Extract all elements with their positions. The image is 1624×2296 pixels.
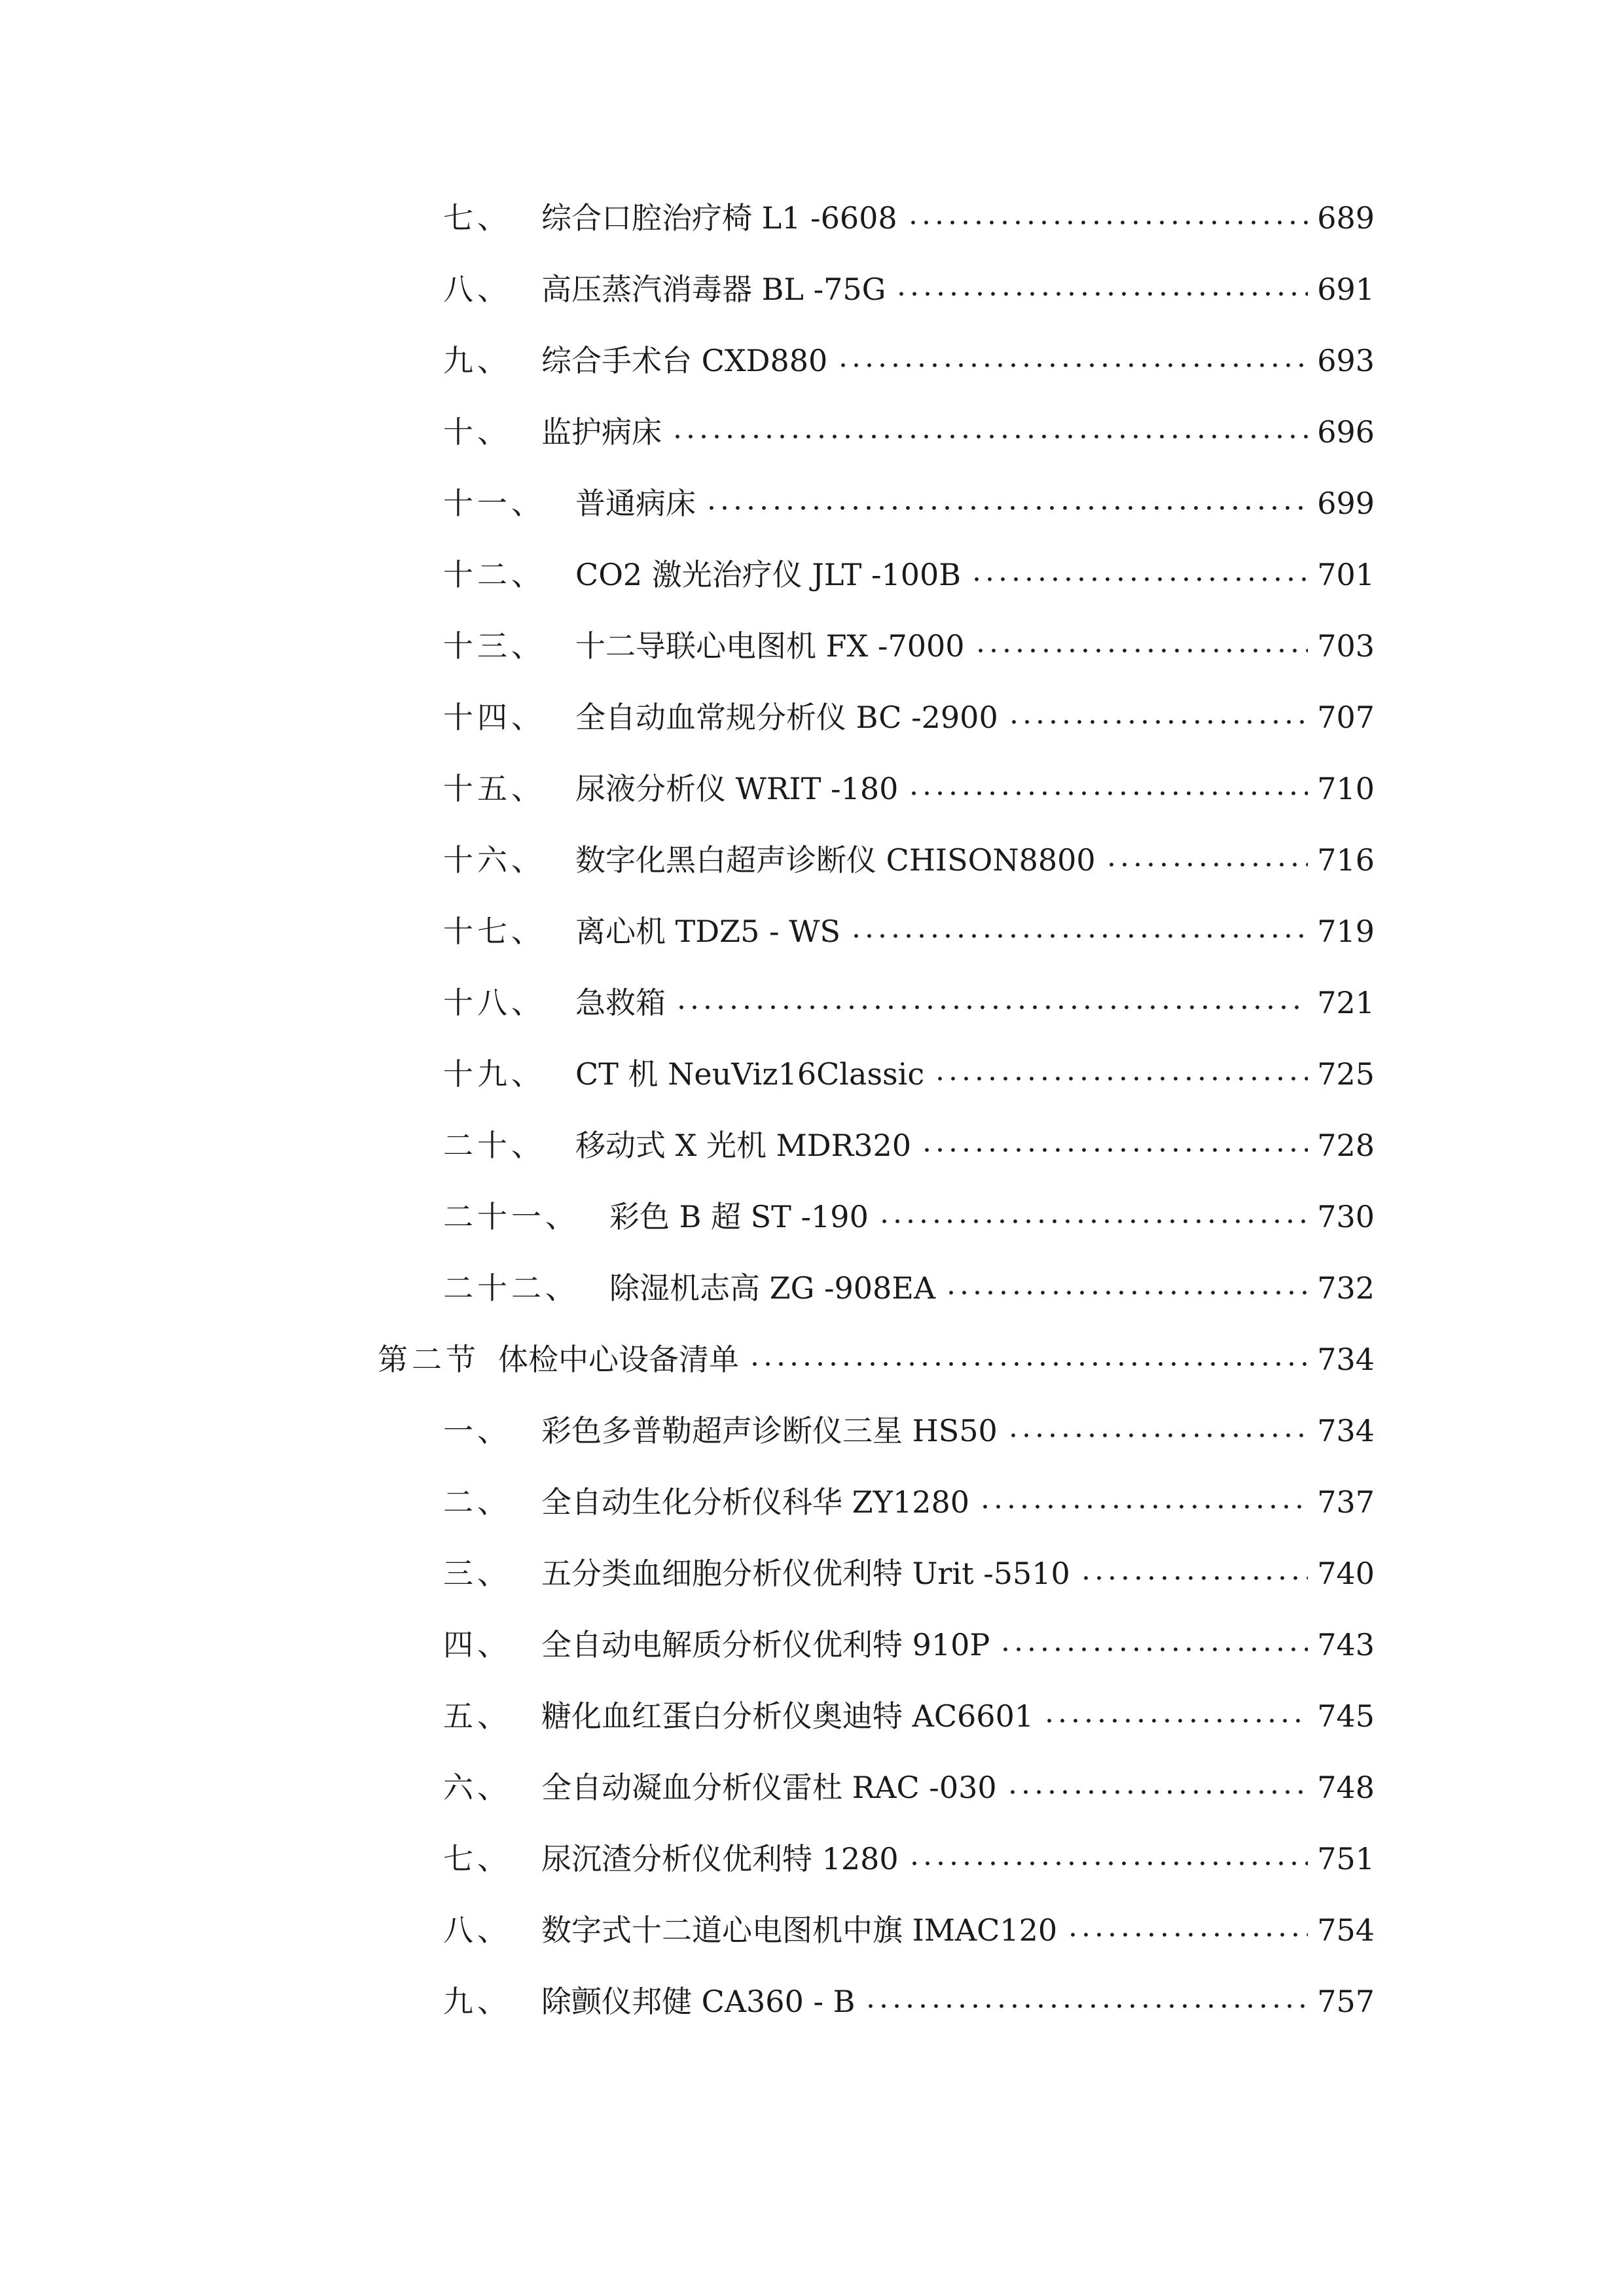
entry-page-number: 730	[1317, 1199, 1375, 1234]
dot-leader	[907, 219, 1308, 226]
toc-entry[interactable]	[443, 338, 1375, 384]
entry-page-number: 745	[1317, 1698, 1375, 1734]
toc-entry[interactable]	[443, 1122, 1375, 1168]
toc-entry[interactable]	[443, 552, 1375, 598]
entry-title: 尿液分析仪 WRIT -180	[575, 771, 899, 806]
entry-page-number: 743	[1317, 1627, 1375, 1662]
entry-title: 五分类血细胞分析仪优利特 Urit -5510	[541, 1556, 1070, 1591]
entry-title: CO2 激光治疗仪 JLT -100B	[575, 557, 962, 592]
entry-number: 九、	[443, 1984, 511, 2019]
entry-page-number: 696	[1317, 414, 1375, 450]
toc-entry[interactable]	[443, 1907, 1375, 1953]
dot-leader	[748, 1361, 1308, 1367]
entry-page-number: 734	[1317, 1413, 1375, 1448]
entry-number: 十五、	[443, 771, 545, 806]
dot-leader	[908, 1860, 1308, 1867]
dot-leader	[1105, 861, 1308, 868]
dot-leader	[945, 1289, 1308, 1296]
dot-leader	[1006, 1789, 1308, 1795]
entry-page-number: 707	[1317, 700, 1375, 735]
dot-leader	[837, 362, 1308, 368]
toc-entry[interactable]	[443, 1765, 1375, 1810]
entry-number: 十一、	[443, 486, 545, 521]
toc-entry[interactable]	[443, 908, 1375, 954]
entry-title: 除颤仪邦健 CA360 - B	[541, 1984, 856, 2019]
entry-number: 二十、	[443, 1128, 545, 1163]
entry-page-number: 725	[1317, 1056, 1375, 1092]
entry-number: 二十一、	[443, 1199, 579, 1234]
dot-leader	[878, 1218, 1308, 1225]
dot-leader	[671, 433, 1308, 440]
entry-number: 九、	[443, 343, 511, 378]
entry-page-number: 701	[1317, 557, 1375, 592]
entry-page-number: 689	[1317, 200, 1375, 236]
section-title: 体检中心设备清单	[498, 1342, 739, 1377]
dot-leader	[1079, 1575, 1308, 1581]
toc-entry[interactable]	[443, 1265, 1375, 1311]
entry-title: 数字式十二道心电图机中旗 IMAC120	[541, 1912, 1058, 1948]
entry-title: 十二导联心电图机 FX -7000	[575, 628, 965, 664]
toc-entry[interactable]	[443, 1479, 1375, 1525]
entry-number: 十二、	[443, 557, 545, 592]
dot-leader	[999, 1646, 1308, 1653]
dot-leader	[1043, 1717, 1308, 1724]
toc-entry[interactable]	[443, 1979, 1375, 2024]
entry-page-number: 716	[1317, 842, 1375, 878]
toc-entry[interactable]	[443, 266, 1375, 312]
entry-title: 综合手术台 CXD880	[541, 343, 828, 378]
dot-leader	[974, 647, 1308, 654]
entry-page-number: 721	[1317, 985, 1375, 1020]
toc-entry[interactable]	[443, 1051, 1375, 1097]
entry-page-number: 757	[1317, 1984, 1375, 2019]
entry-title: 全自动电解质分析仪优利特 910P	[541, 1627, 990, 1662]
section-page-number: 734	[1317, 1342, 1375, 1377]
dot-leader	[895, 291, 1308, 297]
entry-page-number: 737	[1317, 1484, 1375, 1520]
entry-number: 六、	[443, 1770, 511, 1805]
entry-page-number: 703	[1317, 628, 1375, 664]
entry-page-number: 740	[1317, 1556, 1375, 1591]
entry-page-number: 751	[1317, 1841, 1375, 1876]
toc-entry[interactable]	[443, 1622, 1375, 1668]
toc-section-heading[interactable]	[378, 1336, 1375, 1382]
entry-title: 数字化黑白超声诊断仪 CHISON8800	[575, 842, 1096, 878]
entry-page-number: 691	[1317, 272, 1375, 307]
entry-title: 监护病床	[541, 414, 662, 450]
dot-leader	[933, 1075, 1308, 1082]
entry-number: 一、	[443, 1413, 511, 1448]
dot-leader	[907, 790, 1308, 797]
entry-page-number: 748	[1317, 1770, 1375, 1805]
entry-number: 五、	[443, 1698, 511, 1734]
entry-title: 彩色 B 超 ST -190	[609, 1199, 869, 1234]
entry-title: 尿沉渣分析仪优利特 1280	[541, 1841, 899, 1876]
toc-entry[interactable]	[443, 480, 1375, 526]
entry-number: 七、	[443, 1841, 511, 1876]
entry-page-number: 732	[1317, 1270, 1375, 1306]
entry-title: 全自动凝血分析仪雷杜 RAC -030	[541, 1770, 997, 1805]
entry-number: 二十二、	[443, 1270, 579, 1306]
dot-leader	[850, 933, 1308, 939]
entry-number: 七、	[443, 200, 511, 236]
toc-entry[interactable]	[443, 1693, 1375, 1739]
toc-entry[interactable]	[443, 409, 1375, 455]
entry-page-number: 719	[1317, 914, 1375, 949]
entry-number: 十七、	[443, 914, 545, 949]
toc-entry[interactable]	[443, 623, 1375, 669]
dot-leader	[970, 576, 1308, 583]
toc-entry[interactable]	[443, 1551, 1375, 1596]
entry-number: 三、	[443, 1556, 511, 1591]
entry-title: 全自动生化分析仪科华 ZY1280	[541, 1484, 970, 1520]
dot-leader	[864, 2003, 1308, 2009]
entry-number: 八、	[443, 1912, 511, 1948]
entry-page-number: 728	[1317, 1128, 1375, 1163]
entry-title: 糖化血红蛋白分析仪奥迪特 AC6601	[541, 1698, 1034, 1734]
toc-entry[interactable]	[443, 694, 1375, 740]
entry-number: 十四、	[443, 700, 545, 735]
entry-page-number: 754	[1317, 1912, 1375, 1948]
entry-title: 彩色多普勒超声诊断仪三星 HS50	[541, 1413, 998, 1448]
entry-number: 四、	[443, 1627, 511, 1662]
entry-number: 二、	[443, 1484, 511, 1520]
entry-title: 高压蒸汽消毒器 BL -75G	[541, 272, 886, 307]
toc-entry[interactable]	[443, 1408, 1375, 1454]
entry-number: 十、	[443, 414, 511, 450]
toc-entry[interactable]	[443, 1836, 1375, 1882]
dot-leader	[979, 1503, 1308, 1510]
toc-entry[interactable]	[443, 837, 1375, 883]
entry-title: 移动式 X 光机 MDR320	[575, 1128, 912, 1163]
toc-entry[interactable]	[443, 195, 1375, 241]
dot-leader	[1066, 1931, 1308, 1938]
entry-number: 十六、	[443, 842, 545, 878]
entry-number: 十三、	[443, 628, 545, 664]
entry-number: 十九、	[443, 1056, 545, 1092]
dot-leader	[705, 505, 1308, 511]
entry-number: 八、	[443, 272, 511, 307]
dot-leader	[1007, 1432, 1308, 1439]
toc-entry[interactable]	[443, 766, 1375, 812]
dot-leader	[1007, 719, 1308, 725]
entry-title: 全自动血常规分析仪 BC -2900	[575, 700, 998, 735]
dot-leader	[675, 1004, 1308, 1011]
entry-page-number: 710	[1317, 771, 1375, 806]
entry-page-number: 699	[1317, 486, 1375, 521]
entry-title: 除湿机志高 ZG -908EA	[609, 1270, 936, 1306]
entry-title: 急救箱	[575, 985, 666, 1020]
section-label: 第二节	[378, 1342, 480, 1377]
entry-title: CT 机 NeuViz16Classic	[575, 1056, 925, 1092]
entry-title: 普通病床	[575, 486, 696, 521]
toc-entry[interactable]	[443, 980, 1375, 1026]
entry-title: 离心机 TDZ5 - WS	[575, 914, 840, 949]
entry-number: 十八、	[443, 985, 545, 1020]
entry-title: 综合口腔治疗椅 L1 -6608	[541, 200, 897, 236]
dot-leader	[920, 1147, 1308, 1153]
entry-page-number: 693	[1317, 343, 1375, 378]
toc-entry[interactable]	[443, 1194, 1375, 1240]
